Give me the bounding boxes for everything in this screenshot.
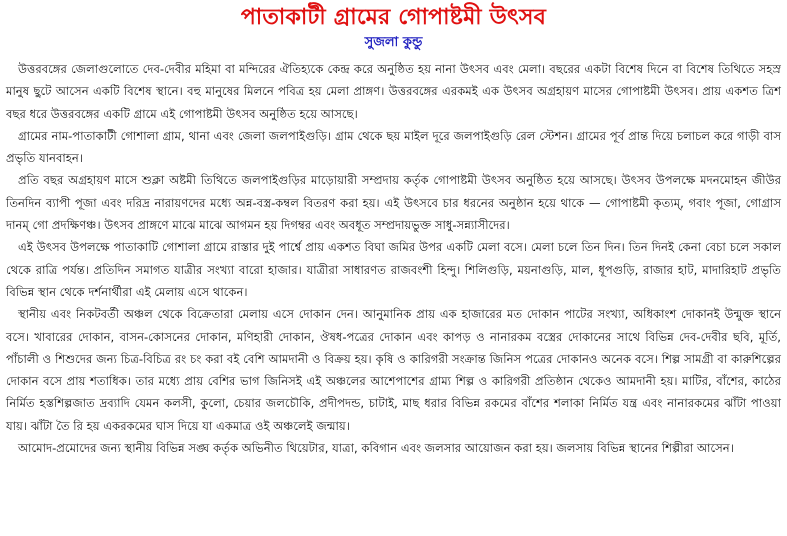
paragraph-entertainment: আমোদ-প্রমোদের জন্য স্থানীয় বিভিন্ন সঙ্ঘ কর্তৃক অভিনীত থিয়েটার, যাত্রা, কবিগান এবং জলসার আয়োজন করা হয়। জলসায় বিভিন্ন স্থানের শিল্পীরা আসেন। [18,441,734,456]
paragraph-village: গ্রামের নাম-পাতাকাটী গোশালা গ্রাম, থানা এবং জেলা জলপাইগুড়ি। গ্রাম থেকে ছয় মাইল দূরে জলপাইগুড়ি রেল স্টেশন। গ্রামের পূর্ব প্রান্ত দিয়ে চলাচল করে গাড়ী বাস প্রভৃতি যানবাহন। [6,128,781,166]
article-body [6,58,781,459]
article-title: পাতাকাটী গ্রামের গোপাষ্টমী উৎসব [240,5,547,30]
paragraph-festival: প্রতি বছর অগ্রহায়ণ মাসে শুক্লা অষ্টমী তিথিতে জলপাইগুড়ির মাড়োয়ারী সম্প্রদায় কর্তৃক গোপাষ্টমী উৎসব অনুষ্ঠিত হয়ে আসছে। উৎসব উপলক্ষে মদনমোহন জীউর তিনদিন ব্যাপী পূজা এবং দরিদ্র নারায়ণদের মধ্যে অন্ন-বস্ত্র-কম্বল বিতরণ করা হয়। এই উৎসবে চার ধরনের অনুষ্ঠান হয়ে থাকে — গোপাষ্টমী কৃত্যম্, গবাং পূজা, গোগ্রাস দানম্ গো প্রদক্ষিণঞ্চ। উৎসব প্রাঙ্গণে মাঝে মাঝে আগমন হয় দিগম্বর এবং অবধূত সম্প্রদায়ভুক্ত সাধু-সন্ন্যাসীদের। [6,173,781,233]
paragraph-fair: এই উৎসব উপলক্ষে পাতাকাটি গোশালা গ্রামে রাস্তার দুই পার্শ্বে প্রায় একশত বিঘা জমির উপর একটি মেলা বসে। মেলা চলে তিন দিন। তিন দিনই কেনা বেচা চলে সকাল থেকে রাত্রি পর্যন্ত। প্রতিদিন সমাগত যাত্রীর সংখ্যা বারো হাজার। যাত্রীরা সাধারণত রাজবংশী হিন্দু। শিলিগুড়ি, ময়নাগুড়ি, মাল, ধূপগুড়ি, রাজার হাট, মাদারিহাট প্রভৃতি বিভিন্ন স্থান থেকে দর্শনার্থীরা এই মেলায় এসে থাকেন। [6,240,781,299]
paragraph-shops: স্থানীয় এবং নিকটবর্তী অঞ্চল থেকে বিক্রেতারা মেলায় এসে দোকান দেন। আনুমানিক প্রায় এক হাজারের মত দোকান পাটের সংখ্যা, অধিকাংশ দোকানই উন্মুক্ত স্থানে বসে। খাবারের দোকান, বাসন-কোসনের দোকান, মণিহারী দোকান, ঔষধ-পত্রের দোকান এবং কাপড় ও নানারকম বস্ত্রের দোকানের সাথে বিভিন্ন দেব-দেবীর ছবি, মূর্তি, পাঁচালী ও শিশুদের জন্য চিত্র-বিচিত্র রং চং করা বই বেশি আমদানী ও বিক্রয় হয়। কৃষি ও কারিগরী সংক্রান্ত জিনিস পত্রের দোকানও অনেক বসে। শিল্প সামগ্রী বা কারুশিল্পের দোকান বসে প্রায় শতাধিক। তার মধ্যে প্রায় বেশির ভাগ জিনিসই এই অঞ্চলের আশেপাশের গ্রাম্য শিল্প ও কারিগরী প্রতিষ্ঠান থেকেও আমদানী হয়। মাটির, বাঁশের, কাঠের নির্মিত হস্তশিল্পজাত দ্রব্যাদি যেমন কলসী, কুলো, চেয়ার জলচৌকি, প্রদীপদন্ড, চাটাই, মাছ ধরার বিভিন্ন রকমের বাঁশের শলাকা নির্মিত যন্ত্র এবং নানারকমের ঝাঁটা পাওয়া যায়। ঝাঁটা তৈ রি হয় একরকমের ঘাস দিয়ে যা একমাত্র ওই অঞ্চলেই জন্মায়। [6,307,781,433]
paragraph-intro: উত্তরবঙ্গের জেলাগুলোতে দেব-দেবীর মহিমা বা মন্দিরের ঐতিহ্যকে কেন্দ্র করে অনুষ্ঠিত হয় নানা উৎসব এবং মেলা। বছরের একটা বিশেষ দিনে বা বিশেষ তিথিতে সহস্র মানুষ ছুটে আসেন একটি বিশেষ স্থানে। বহু মানুষের মিলনে পবিত্র হয় মেলা প্রাঙ্গণ। উত্তরবঙ্গের এরকমই এক উৎসব অগ্রহায়ণ মাসের গোপাষ্টমী উৎসব। প্রায় একশত ত্রিশ বছর ধরে উত্তরবঙ্গের একটি গ্রামে এই গোপাষ্টমী উৎসব অনুষ্ঠিত হয়ে আসছে। [6,62,782,121]
article-author: সুজলা কুন্ডু [364,35,423,50]
